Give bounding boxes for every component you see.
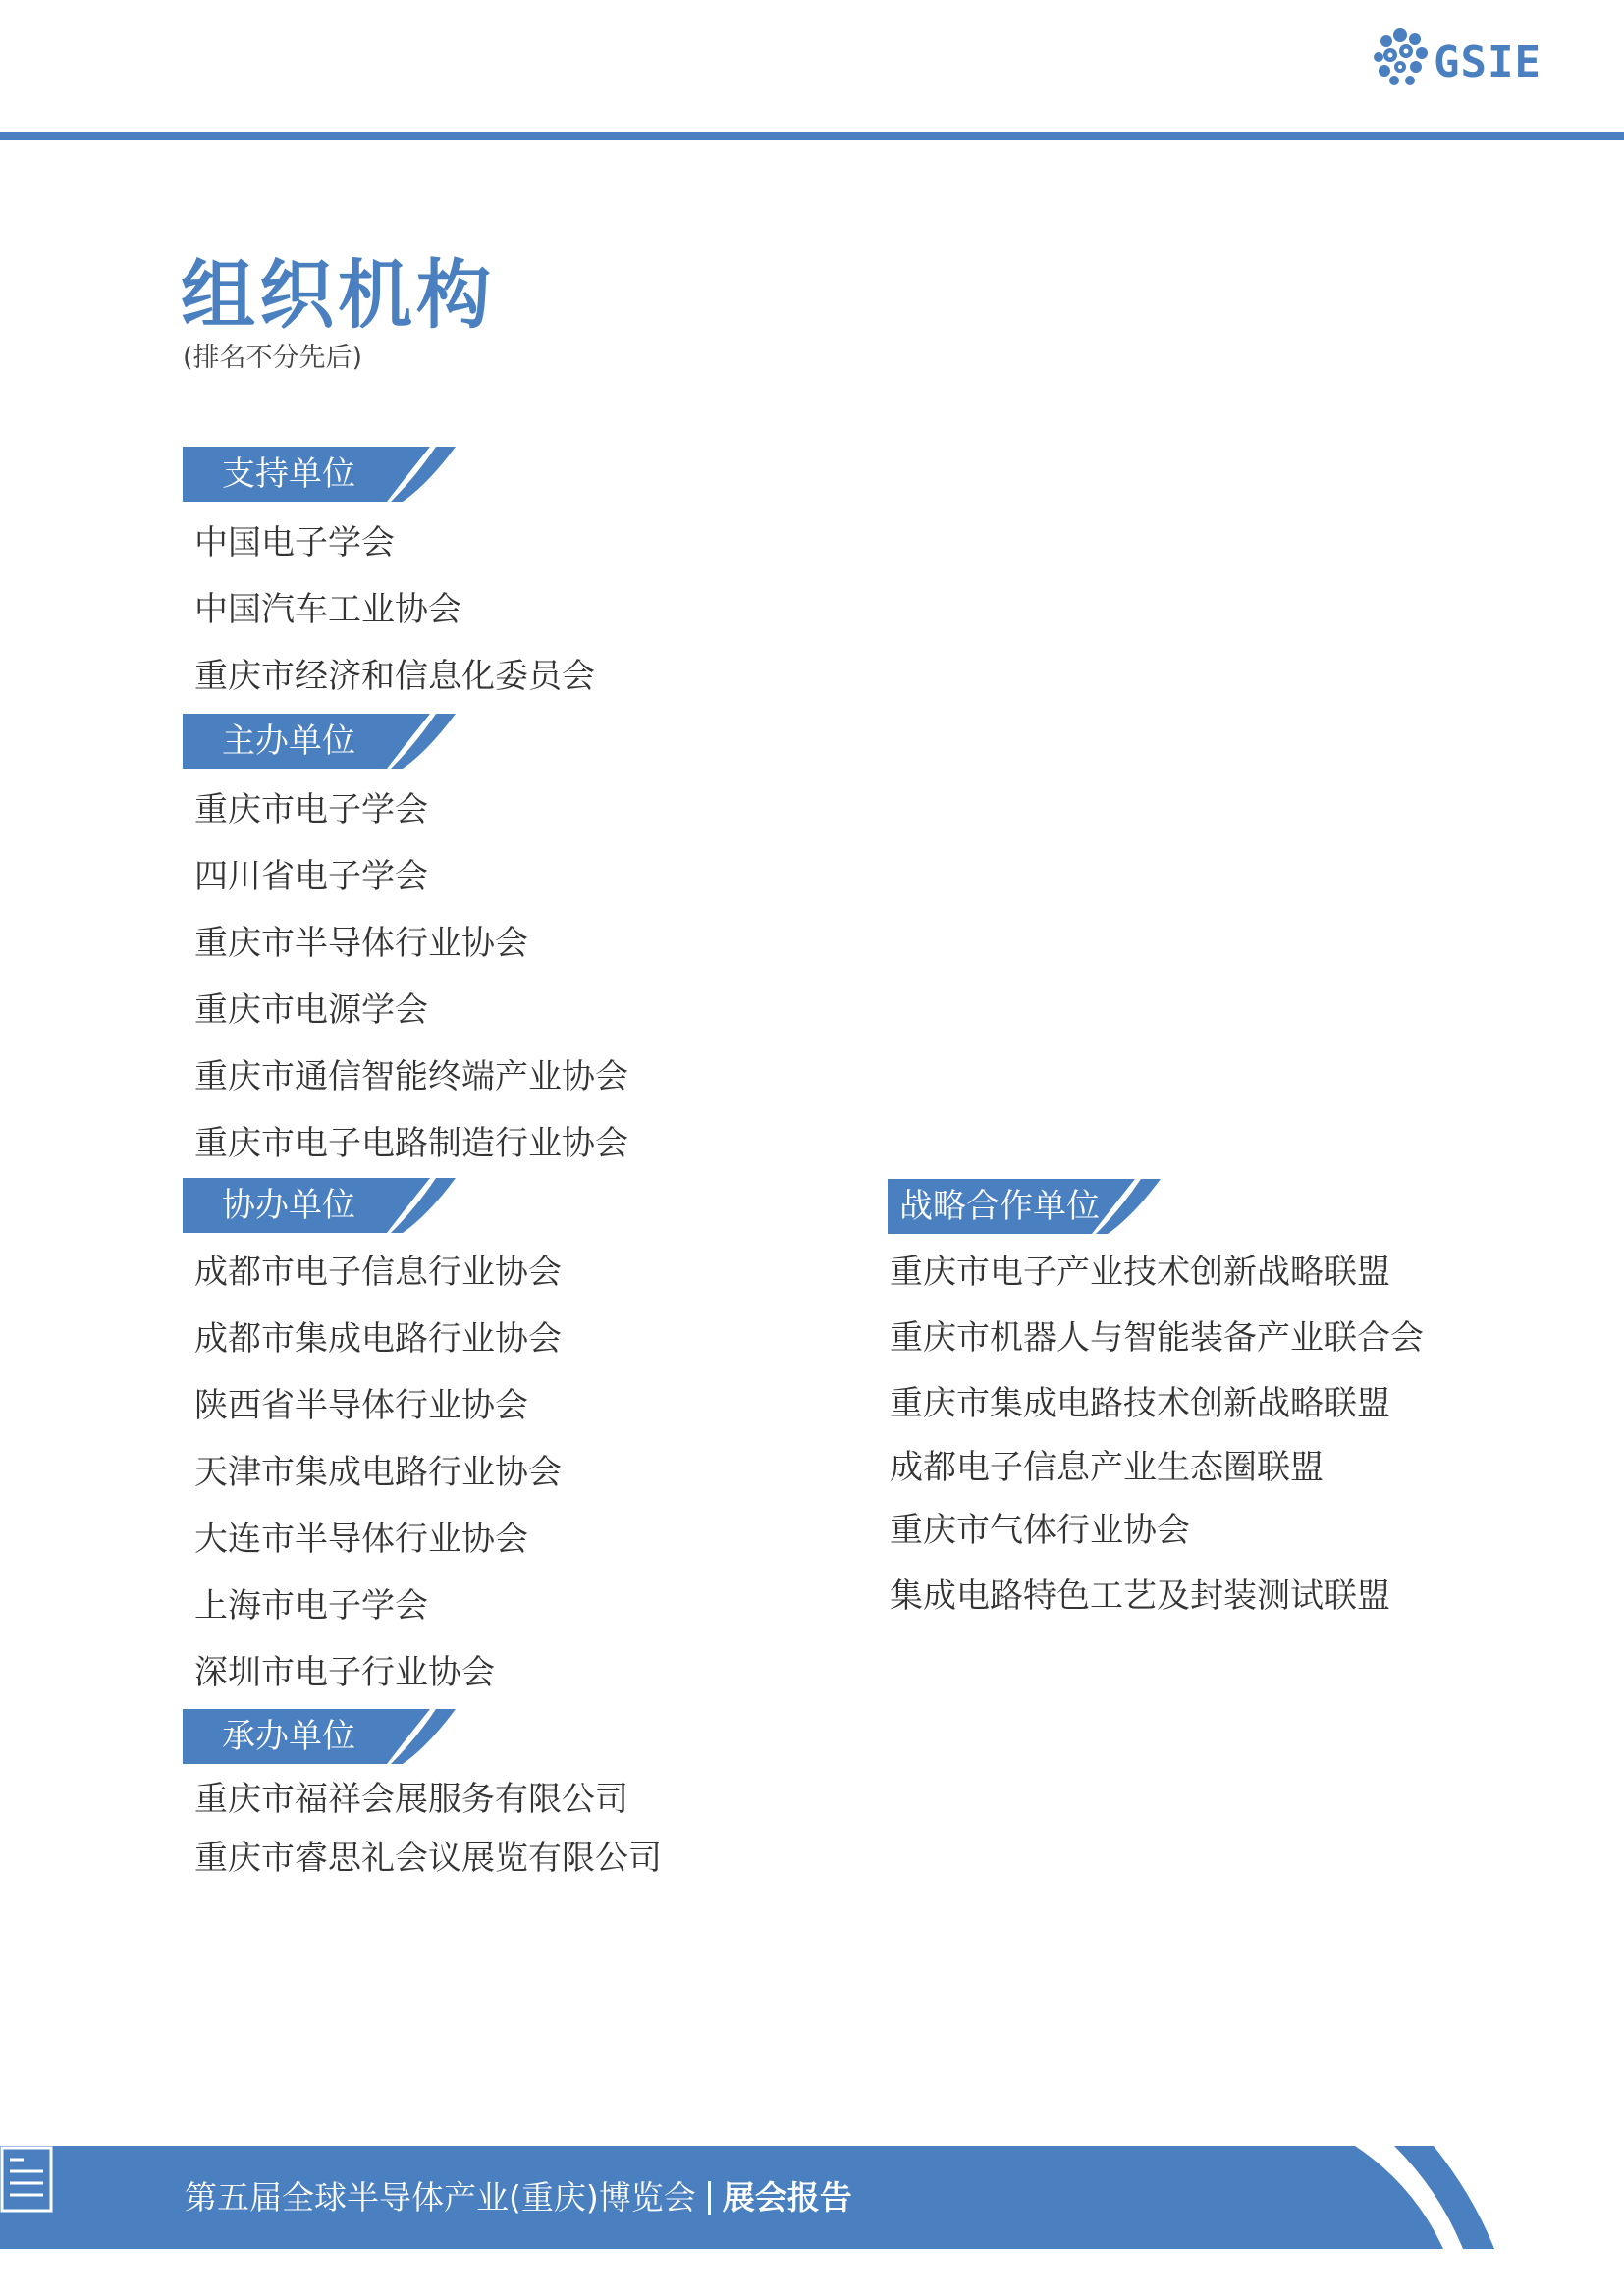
section-title: 战略合作单位 xyxy=(899,1187,1100,1226)
list-item: 集成电路特色工艺及封装测试联盟 xyxy=(890,1576,1390,1616)
section-tag xyxy=(183,714,458,769)
footer-separator xyxy=(708,2181,711,2215)
gsie-logo xyxy=(1371,26,1547,94)
footer-banner xyxy=(0,2146,1624,2249)
list-item: 陕西省半导体行业协会 xyxy=(194,1386,528,1425)
section-title: 承办单位 xyxy=(222,1717,355,1756)
list-item: 重庆市电子电路制造行业协会 xyxy=(194,1124,628,1163)
header-divider xyxy=(0,132,1624,140)
page-subtitle: (排名不分先后) xyxy=(183,343,363,373)
section-title: 主办单位 xyxy=(222,721,355,761)
list-item: 重庆市电子学会 xyxy=(194,790,428,829)
dots-globe-icon xyxy=(1371,26,1434,94)
list-item: 成都市电子信息行业协会 xyxy=(194,1253,562,1292)
report-type: 展会报告 xyxy=(722,2178,852,2216)
section-tag xyxy=(183,1709,458,1764)
section-organizer xyxy=(183,1709,662,1888)
list-item: 重庆市半导体行业协会 xyxy=(194,924,528,963)
list-item: 重庆市福祥会展服务有限公司 xyxy=(194,1780,628,1819)
section-tag xyxy=(183,447,458,502)
list-item: 重庆市睿思礼会议展览有限公司 xyxy=(194,1839,662,1878)
section-strategic xyxy=(888,1179,1424,1629)
page-title: 组织机构 xyxy=(181,251,495,339)
section-support xyxy=(183,447,595,710)
section-tag xyxy=(888,1179,1163,1234)
section-co-host xyxy=(183,1178,562,1706)
list-item: 重庆市电源学会 xyxy=(194,990,428,1030)
list-item: 大连市半导体行业协会 xyxy=(194,1520,528,1559)
list-item: 重庆市集成电路技术创新战略联盟 xyxy=(890,1384,1390,1423)
list-item: 成都市集成电路行业协会 xyxy=(194,1319,562,1359)
footer-title xyxy=(185,2146,852,2249)
logo-text: GSIE xyxy=(1434,37,1542,87)
list-item: 四川省电子学会 xyxy=(194,857,428,896)
list-item: 中国汽车工业协会 xyxy=(194,590,461,629)
list-item: 深圳市电子行业协会 xyxy=(194,1653,495,1692)
list-item: 重庆市经济和信息化委员会 xyxy=(194,657,595,696)
section-title: 协办单位 xyxy=(222,1186,355,1225)
list-item: 上海市电子学会 xyxy=(194,1586,428,1626)
section-host xyxy=(183,714,628,1177)
list-item: 成都电子信息产业生态圈联盟 xyxy=(890,1448,1324,1487)
section-title: 支持单位 xyxy=(222,454,355,494)
list-item: 重庆市电子产业技术创新战略联盟 xyxy=(890,1253,1390,1292)
list-item: 中国电子学会 xyxy=(194,523,395,562)
section-tag xyxy=(183,1178,458,1233)
list-item: 天津市集成电路行业协会 xyxy=(194,1453,562,1492)
list-item: 重庆市通信智能终端产业协会 xyxy=(194,1057,628,1096)
report-name: 第五届全球半导体产业(重庆)博览会 xyxy=(185,2178,696,2216)
list-item: 重庆市机器人与智能装备产业联合会 xyxy=(890,1318,1424,1358)
list-item: 重庆市气体行业协会 xyxy=(890,1511,1190,1550)
document-icon xyxy=(0,2146,53,2213)
